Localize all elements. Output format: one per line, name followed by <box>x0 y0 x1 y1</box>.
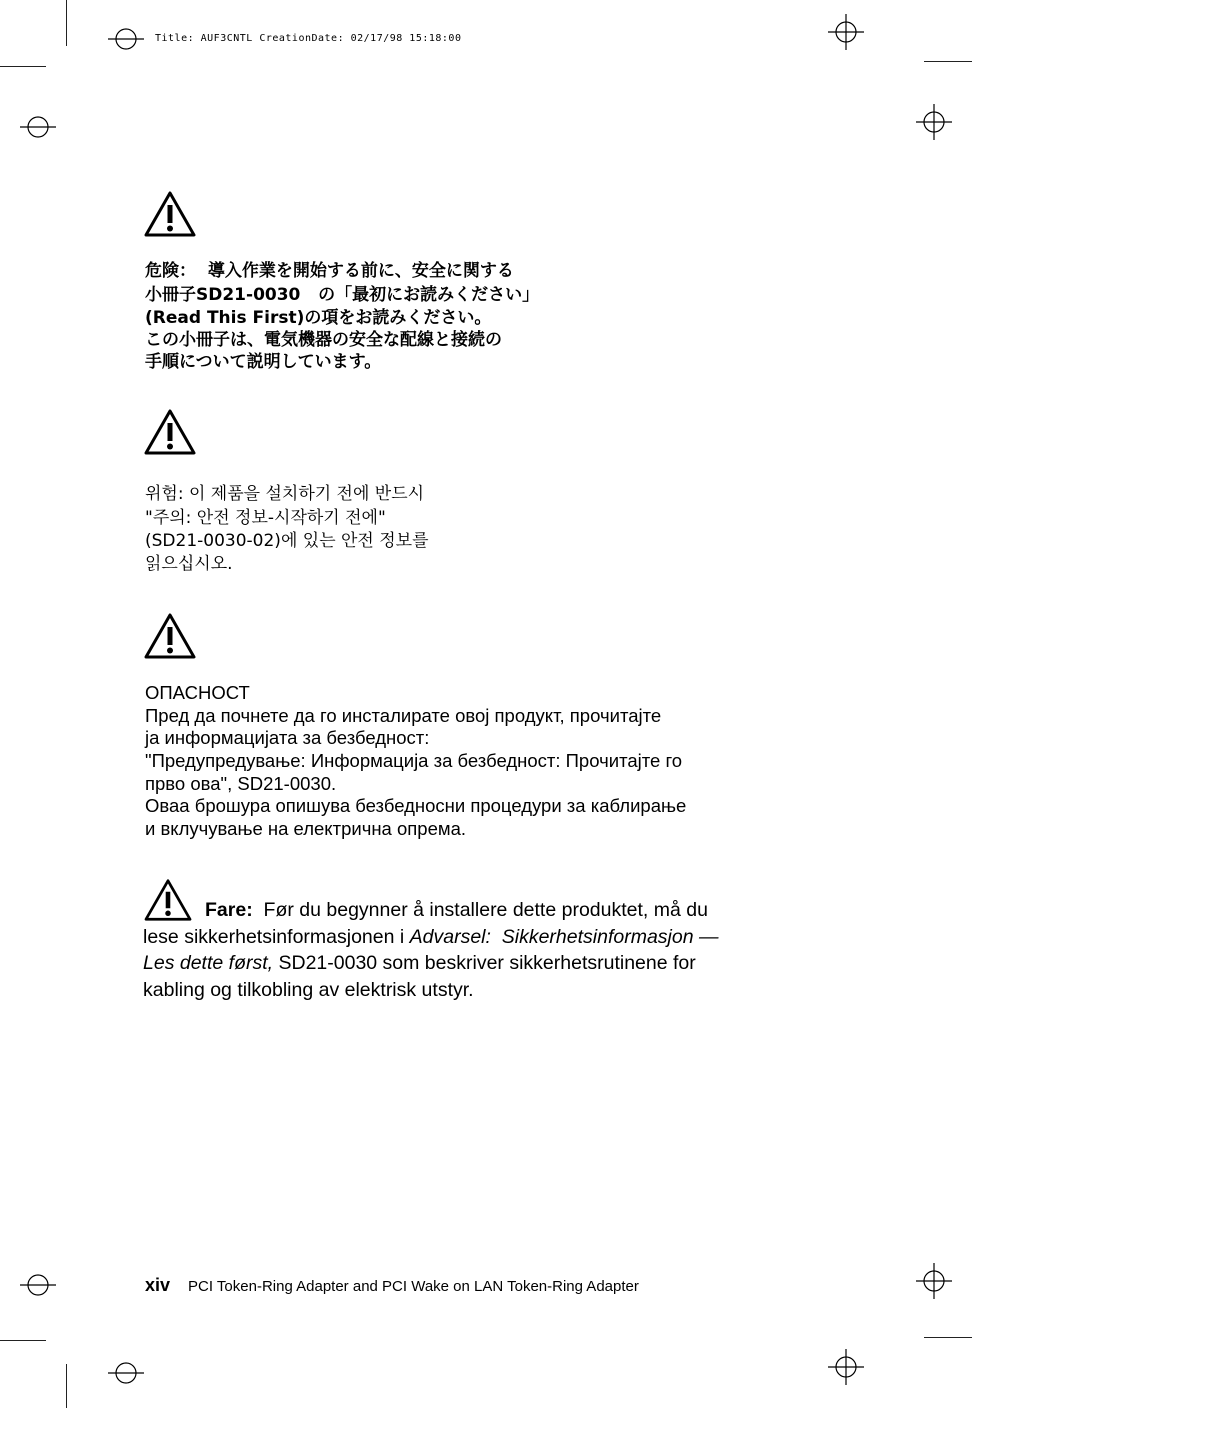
registration-mark-icon <box>18 107 58 147</box>
book-title: PCI Token-Ring Adapter and PCI Wake on LAN Token-Ring Adapter <box>188 1278 639 1295</box>
notice-line: (Read This First)の項をお読みください。 <box>145 308 492 328</box>
notice-heading: ОПАСНОСТ <box>145 682 250 703</box>
notice-line: Оваа брошура опишува безбедносни процедури за каблирање <box>145 795 687 816</box>
warning-triangle-icon <box>143 190 197 238</box>
notice-line: (SD21-0030-02)에 있는 안전 정보를 <box>145 531 429 551</box>
crop-line-top-left-vertical <box>66 0 67 46</box>
registration-mark-icon <box>106 19 146 59</box>
document-reference: Advarsel: Sikkerhetsinformasjon — <box>409 925 719 948</box>
notice-line: ја информацијата за безбедност: <box>145 727 430 748</box>
document-reference: Les dette først, <box>143 952 274 974</box>
notice-text: Før du begynner å installere dette produktet, må du <box>263 899 708 921</box>
registration-mark-icon <box>18 1265 58 1305</box>
notice-line: この小冊子は、電気機器の安全な配線と接続の <box>145 330 502 350</box>
page-number: xiv <box>145 1275 171 1295</box>
notice-line: 手順について説明しています。 <box>145 352 382 372</box>
registration-mark-icon <box>826 12 866 52</box>
notice-line: 危険： 導入作業を開始する前に、安全に関する <box>145 261 514 281</box>
registration-mark-icon <box>914 1261 954 1301</box>
notice-line: 읽으십시오. <box>145 554 233 574</box>
crop-line-bottom-left <box>0 1340 46 1341</box>
crop-line-top-left <box>0 66 46 67</box>
notice-line: 위험: 이 제품을 설치하기 전에 반드시 <box>145 484 425 504</box>
notice-text: kabling og tilkobling av elektrisk utstyr. <box>143 978 474 1001</box>
notice-line: и вклучување на електрична опрема. <box>145 818 467 839</box>
notice-text: SD21-0030 som beskriver sikkerhetsrutinene for <box>273 952 696 974</box>
notice-line: Пред да почнете да го инсталирате овој продукт, прочитајте <box>145 705 662 726</box>
registration-mark-icon <box>914 102 954 142</box>
crop-line-bottom-right <box>924 1337 972 1338</box>
notice-text: lese sikkerhetsinformasjonen i <box>143 925 410 948</box>
notice-label: Fare: <box>205 899 253 921</box>
crop-line-top-right <box>924 61 972 62</box>
notice-line: "주의: 안전 정보-시작하기 전에" <box>145 508 386 528</box>
warning-triangle-icon <box>143 612 197 660</box>
registration-mark-icon <box>826 1347 866 1387</box>
notice-line: прво ова", SD21-0030. <box>145 773 337 794</box>
warning-triangle-icon <box>143 408 197 456</box>
notice-norwegian <box>143 897 793 1003</box>
crop-line-bottom-left-vertical <box>66 1364 67 1408</box>
registration-mark-icon <box>106 1353 146 1393</box>
page-footer <box>145 1275 639 1296</box>
notice-line: 小冊子SD21-0030 の「最初にお読みください」 <box>145 285 540 305</box>
print-header: Title: AUF3CNTL CreationDate: 02/17/98 15:18:00 <box>155 33 462 44</box>
notice-line: "Предупредување: Информација за безбедност: Прочитајте го <box>145 750 683 771</box>
